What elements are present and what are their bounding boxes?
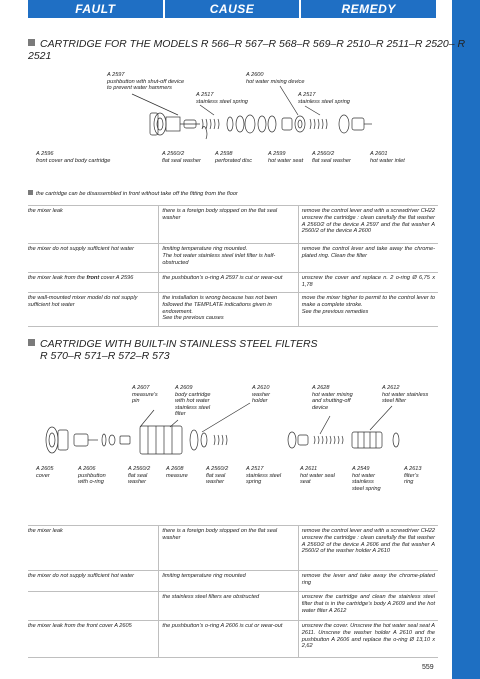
label-a2612: A 2612 hot water stainless steel filter bbox=[382, 385, 429, 405]
label-a2599: A 2599 hot water seat bbox=[268, 151, 304, 164]
label-a2613: A 2613 filter’s ring bbox=[404, 466, 422, 486]
table-row bbox=[28, 205, 438, 243]
table-row bbox=[28, 272, 438, 292]
fault-cell: the mixer do not supply sufficient hot water bbox=[28, 573, 135, 579]
section2-title: CARTRIDGE WITH BUILT-IN STAINLESS STEEL FILTERS R 570–R 571–R 572–R 573 bbox=[28, 338, 318, 362]
remedy-cell: remove the lever and take away the chrome-plated ring bbox=[298, 571, 438, 591]
fault-cell: the mixer leak bbox=[28, 528, 63, 534]
table-row bbox=[28, 570, 438, 591]
cause-cell: the pushbutton’s o-ring A 2606 is cut or wear-out bbox=[158, 621, 297, 657]
label-a2596: A 2596 front cover and body cartridge bbox=[36, 151, 111, 164]
table-row bbox=[28, 525, 438, 570]
bullet-square-icon bbox=[28, 339, 35, 346]
label-a2605: A 2605 cover bbox=[36, 466, 54, 479]
label-a2517: A 2517 stainless steel spring bbox=[246, 466, 282, 486]
remedy-cell: unscrew the cover and replace n. 2 o-ring Ø 6,75 x 1,78 bbox=[298, 273, 438, 292]
label-a2517-left: A 2517 stainless steel spring bbox=[196, 92, 248, 105]
fault-cell: the mixer leak bbox=[28, 208, 63, 214]
table-row bbox=[28, 591, 438, 620]
bullet-square-icon bbox=[28, 190, 33, 195]
section2-table bbox=[28, 525, 438, 658]
label-a2610: A 2610 washer holder bbox=[252, 385, 271, 405]
label-a2549: A 2549 hot water stainless steel spring bbox=[352, 466, 381, 492]
cause-cell: limiting temperature ring mounted. The hot water stainless steel inlet filter is half-obstructed bbox=[158, 244, 297, 272]
cause-cell: there is a foreign body stopped on the flat seal washer bbox=[158, 206, 297, 243]
page-number: 559 bbox=[422, 664, 434, 671]
label-a2601: A 2601 hot water inlet bbox=[370, 151, 405, 164]
label-a2597: A 2597 pushbutton with shut-off device to prevent water hammers bbox=[107, 72, 185, 92]
cause-cell: the installation is wrong because has not been followed the TEMPLATE indications given in endowment. See the previous causes bbox=[158, 293, 297, 326]
label-a2609: A 2609 body cartridge with hot water stainless steel filter bbox=[175, 385, 211, 418]
header-cause: CAUSE bbox=[165, 0, 300, 18]
label-a2608: A 2608 measure bbox=[166, 466, 188, 479]
cause-cell: there is a foreign body stopped on the flat seal washer bbox=[158, 526, 297, 570]
fault-cell: the mixer do not supply sufficient hot water bbox=[28, 246, 135, 252]
remedy-cell: move the mixer higher to permit to the control lever to make a complete stroke. See the previous remedies bbox=[298, 293, 438, 326]
header-remedy: REMEDY bbox=[301, 0, 436, 18]
remedy-cell: remove the control lever and with a screwdriver CH22 unscrew the cartridge : clean carefully the flat washer A 2560/2 of the device A 2597 and the flat washer A 2560/2 of the device A 2600 bbox=[298, 206, 438, 243]
label-a2560-1: A 2560/2 flat seal washer bbox=[162, 151, 201, 164]
cause-cell: the pushbutton’s o-ring A 2597 is cut or wear-out bbox=[158, 273, 297, 292]
label-a2606: A 2606 pushbutton with o-ring bbox=[78, 466, 106, 486]
fault-cell bbox=[28, 592, 158, 620]
section1-title: CARTRIDGE FOR THE MODELS R 566–R 567–R 568–R 569–R 2510–R 2511–R 2520– R 2521 bbox=[28, 38, 466, 62]
cause-cell: the stainless steel filters are obstructed bbox=[158, 592, 297, 620]
remedy-cell: remove the control lever and with a screwdriver CH22 unscrew the cartridge : clean carefully the flat washer A 2560/2 of the device A 2606 and the flat washer A 2560/2 of the washer holder A 2610 bbox=[298, 526, 438, 570]
remedy-cell: remove the control lever and take away the chrome-plated ring. Clean the filter bbox=[298, 244, 438, 272]
label-a2560-2: A 2560/2 flat seal washer bbox=[312, 151, 351, 164]
label-a2611: A 2611 hot water seal seat bbox=[300, 466, 335, 486]
table-row bbox=[28, 243, 438, 272]
fault-cell: the wall-mounted mixer model do not supply sufficient hot water bbox=[28, 295, 138, 308]
section1-table bbox=[28, 205, 438, 327]
fault-cell: the mixer leak from the front cover A 2596 bbox=[28, 275, 134, 281]
label-a2600: A 2600 hot water mixing device bbox=[246, 72, 305, 85]
cause-cell: limiting temperature ring mounted bbox=[158, 571, 297, 591]
label-a2628: A 2628 hot water mixing and shutting-off device bbox=[312, 385, 353, 411]
section1-note: the cartridge can be disassembled in front without take off the fitting from the floor bbox=[28, 190, 238, 197]
remedy-cell: unscrew the cover. Unscrew the hot water seal seat A 2611. Unscrew the washer holder A 2610 and the pushbutton A 2606 and replace the o-ring Ø 13,10 x 2,62 bbox=[298, 621, 438, 657]
table-row bbox=[28, 620, 438, 658]
label-a2560-3: A 2560/2 flat seal washer bbox=[128, 466, 151, 486]
table-row bbox=[28, 292, 438, 327]
header-fault: FAULT bbox=[28, 0, 163, 18]
label-a2560-4: A 2560/2 flat seal washer bbox=[206, 466, 229, 486]
remedy-cell: unscrew the cartridge and clean the stainless steel filter that is in the cartridge’s body A 2609 and the hot water filter A 2612 bbox=[298, 592, 438, 620]
label-a2607: A 2607 measure’s pin bbox=[132, 385, 158, 405]
label-a2517-right: A 2517 stainless steel spring bbox=[298, 92, 350, 105]
fault-cell: the mixer leak from the front cover A 2605 bbox=[28, 623, 132, 629]
label-a2598: A 2598 perforated disc bbox=[215, 151, 253, 164]
